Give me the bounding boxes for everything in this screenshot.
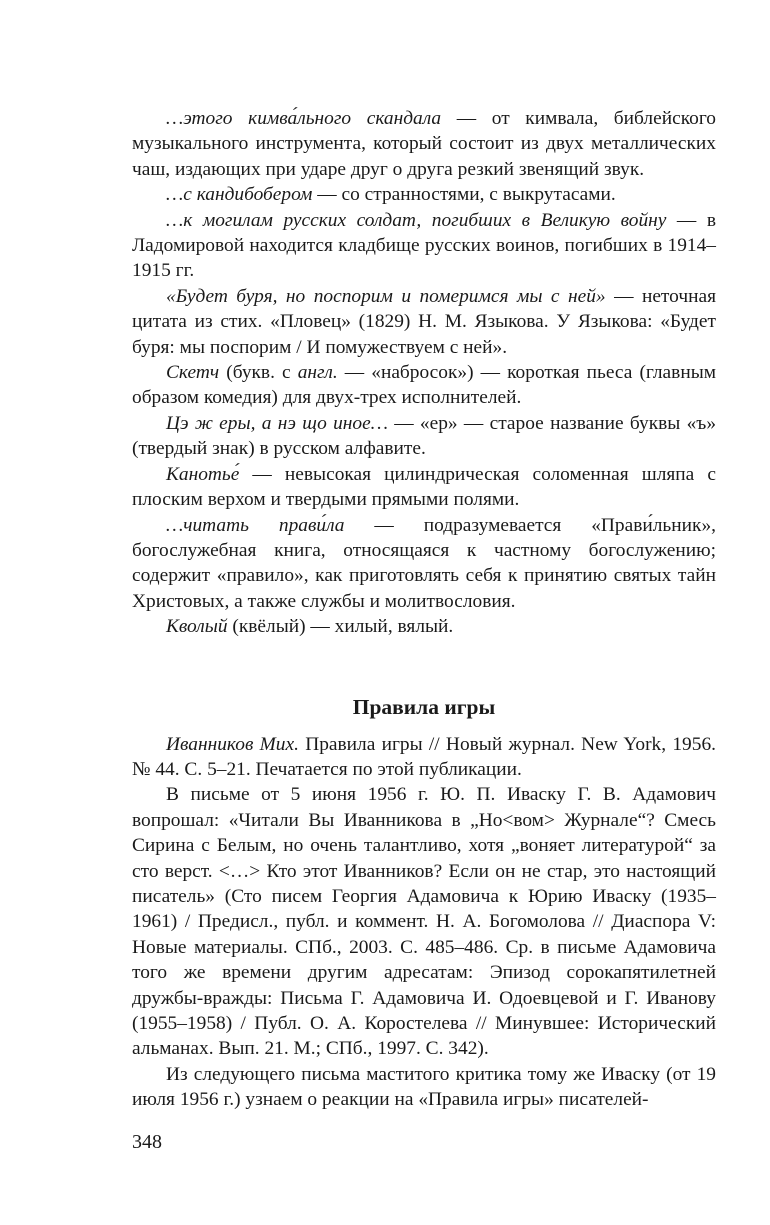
note-text: — в Ладомировой находится кладбище русских воинов, погибших в 1914–1915 гг. [132,209,716,282]
note-term: …этого кимва́льного скандала [166,108,442,129]
note-pravila [132,513,716,615]
note-text: — «набросок») — короткая пьеса (главным образом комедия) для двух-трех исполнителей. [132,362,716,409]
note-text: — невысокая цилиндрическая соломенная шляпа с плоским верхом и твердыми прямыми полями. [132,463,716,511]
note-text: — подразумевается «Прави́льник», богослужебная книга, относящаяся к частному богослужению; содержит «правило», как приготовлять себя к принятию святых тайн Христовых, а также службы и молитвословия. [132,514,716,612]
note-term-b: англ. [297,362,338,384]
section-title: Правила игры [352,694,496,719]
note-text: — «ер» — старое название буквы «ъ» (твердый знак) в русском алфавите. [132,412,717,460]
note-kvoly [132,614,716,639]
page-number: 348 [132,1131,162,1153]
note-text: — от кимвала, библейского музыкального инструмента, который состоит из двух металлических чаш, издающих при ударе друг о друга резкий звенящий звук. [132,108,716,180]
note-text: — неточная цитата из стих. «Пловец» (1829) Н. М. Языкова. У Языкова: «Будет буря: мы поспорим / И помужествуем с ней». [132,285,716,358]
note-text: (квёлый) — хилый, вялый. [227,616,454,638]
note-text: — со странностями, с выкрутасами. [312,184,616,206]
section-spacer [132,640,716,692]
note-cymbal [132,106,716,182]
note-term: …читать прави́ла [166,514,345,536]
source-text: Правила игры // Новый журнал. New York, 1956. № 44. С. 5–21. Печатается по этой публикации. [132,733,716,780]
note-term: Канотье́ [166,463,240,485]
note-graves [132,208,716,284]
note-term: «Будет буря, но поспорим и померимся мы с ней» [166,285,606,307]
note-ery [132,411,716,462]
note-kandibober [132,182,716,207]
note-term: Цэ ж еры, а нэ що иное… [166,412,388,434]
note-sketch [132,360,716,411]
source-author: Иванников Мих. [166,733,299,755]
section-paragraph-letter: В письме от 5 июня 1956 г. Ю. П. Иваску Г. В. Адамович вопрошал: «Читали Вы Иванникова в „Но<вом> Журнале“? Смесь Сирина с Белым, но очень талантливо, хотя „воняет литературой“ за сто верст. <…> Кто этот Иванников? Если он не стар, это настоящий писатель» (Сто писем Георгия Адамовича к Юрию Иваску (1935–1961) / Предисл., публ. и коммент. Н. А. Богомолова // Диаспора V: Новые материалы. СПб., 2003. С. 485–486. Ср. в письме Адамовича того же времени другим адресатам: Эпизод сорокапятилетней дружбы-вражды: Письма Г. Адамовича И. Одоевцевой и Г. Иванову (1955–1958) / Публ. О. А. Коростелева // Минувшее: Исторический альманах. Вып. 21. М.; СПб., 1997. С. 342). [132,784,716,1060]
note-term: …к могилам русских солдат, погибших в Великую войну [166,209,667,231]
section-source [132,732,716,783]
note-term: Кволый [166,616,228,638]
note-text-a: (букв. с [219,362,298,384]
page-body [132,106,716,1113]
section-paragraph-next-letter: Из следующего письма маститого критика тому же Иваску (от 19 июля 1956 г.) узнаем о реакции на «Правила игры» писателей- [132,1063,716,1111]
note-canotier [132,462,716,513]
note-term: Скетч [166,362,220,384]
note-term: …с кандибобером [166,184,313,206]
note-storm-quote [132,284,716,360]
